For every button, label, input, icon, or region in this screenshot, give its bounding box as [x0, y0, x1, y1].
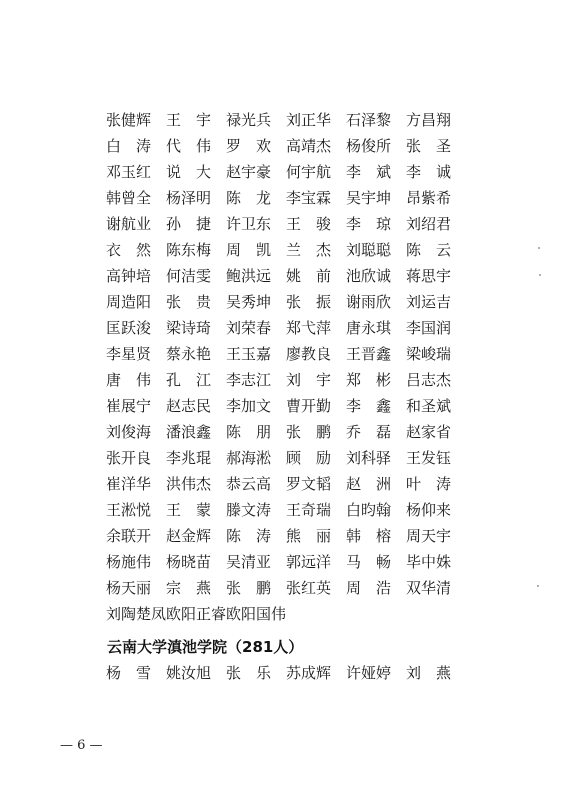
- person-name: 梁诗琦: [166, 319, 212, 337]
- person-name: 姚汝旭: [166, 664, 212, 682]
- name-row: [106, 133, 486, 159]
- page-number: — 6 —: [60, 738, 103, 753]
- name-row: [106, 393, 486, 419]
- person-name: 鲍洪远: [226, 267, 272, 285]
- person-name: 欧阳国伟: [226, 605, 287, 623]
- person-name: 高靖杰: [286, 137, 332, 155]
- person-name: 王宇: [166, 111, 227, 129]
- person-name: 李琼: [346, 215, 407, 233]
- person-name: 周天宇: [406, 527, 452, 545]
- person-name: 周凯: [226, 241, 287, 259]
- person-name: 刘宇: [286, 371, 347, 389]
- person-name: 宗燕: [166, 579, 227, 597]
- person-name: 乔磊: [346, 423, 407, 441]
- name-row: [106, 367, 486, 393]
- person-name: 张振: [286, 293, 347, 311]
- person-name: 张鹏: [286, 423, 347, 441]
- person-name: 刘聪聪: [346, 241, 392, 259]
- person-name: 洪伟杰: [166, 475, 212, 493]
- person-name: 刘科驿: [346, 449, 392, 467]
- person-name: 杨晓苗: [166, 553, 212, 571]
- person-name: 何宇航: [286, 163, 332, 181]
- person-name: 何洁雯: [166, 267, 212, 285]
- person-name: 曹开勤: [286, 397, 332, 415]
- person-name: 吴秀坤: [226, 293, 272, 311]
- person-name: 李宝霖: [286, 189, 332, 207]
- names-block: [106, 107, 486, 627]
- person-name: 王蒙: [166, 501, 227, 519]
- name-row: [106, 341, 486, 367]
- person-name: 李国润: [406, 319, 452, 337]
- scan-speck: [539, 274, 541, 276]
- person-name: 杨施伟: [106, 553, 152, 571]
- name-row: [106, 237, 486, 263]
- name-row: [106, 523, 486, 549]
- person-name: 李星贤: [106, 345, 152, 363]
- person-name: 张贵: [166, 293, 227, 311]
- person-name: 说大: [166, 163, 227, 181]
- person-name: 唐伟: [106, 371, 167, 389]
- person-name: 赵志民: [166, 397, 212, 415]
- person-name: 蔡永艳: [166, 345, 212, 363]
- person-name: 李兆琨: [166, 449, 212, 467]
- name-row: [106, 315, 486, 341]
- person-name: 周造阳: [106, 293, 152, 311]
- person-name: 刘俊海: [106, 423, 152, 441]
- name-row: [106, 419, 486, 445]
- person-name: 刘荣春: [226, 319, 272, 337]
- person-name: 叶涛: [406, 475, 467, 493]
- person-name: 兰杰: [286, 241, 347, 259]
- person-name: 廖教良: [286, 345, 332, 363]
- person-name: 刘燕: [406, 664, 467, 682]
- person-name: 张乐: [226, 664, 287, 682]
- person-name: 郝海淞: [226, 449, 272, 467]
- person-name: 禄光兵: [226, 111, 272, 129]
- person-name: 王淞悦: [106, 501, 152, 519]
- person-name: 谢航业: [106, 215, 152, 233]
- scan-speck: [537, 585, 539, 587]
- person-name: 郭远洋: [286, 553, 332, 571]
- person-name: 郑彬: [346, 371, 407, 389]
- name-row: [106, 471, 486, 497]
- person-name: 衣然: [106, 241, 167, 259]
- person-name: 赵宇豪: [226, 163, 272, 181]
- name-row: [106, 289, 486, 315]
- person-name: 赵洲: [346, 475, 407, 493]
- person-name: 滕文涛: [226, 501, 272, 519]
- person-name: 白昀翰: [346, 501, 392, 519]
- person-name: 代伟: [166, 137, 227, 155]
- name-row: [106, 497, 486, 523]
- person-name: 欧阳正睿: [166, 605, 227, 623]
- person-name: 李加文: [226, 397, 272, 415]
- person-name: 刘运吉: [406, 293, 452, 311]
- person-name: 李诚: [406, 163, 467, 181]
- person-name: 匡跃浚: [106, 319, 152, 337]
- person-name: 高钟培: [106, 267, 152, 285]
- person-name: 李志江: [226, 371, 272, 389]
- name-row: [106, 263, 486, 289]
- person-name: 唐永琪: [346, 319, 392, 337]
- person-name: 张鹏: [226, 579, 287, 597]
- person-name: 石泽黎: [346, 111, 392, 129]
- person-name: 潘浪鑫: [166, 423, 212, 441]
- person-name: 许卫东: [226, 215, 272, 233]
- person-name: 毕中姝: [406, 553, 452, 571]
- person-name: 刘陶楚凤: [106, 605, 167, 623]
- person-name: 赵家省: [406, 423, 452, 441]
- person-name: 张红英: [286, 579, 332, 597]
- person-name: 恭云高: [226, 475, 272, 493]
- person-name: 刘绍君: [406, 215, 452, 233]
- person-name: 双华清: [406, 579, 452, 597]
- name-row: [106, 549, 486, 575]
- person-name: 顾励: [286, 449, 347, 467]
- name-row: [106, 185, 486, 211]
- person-name: 李斌: [346, 163, 407, 181]
- person-name: 熊丽: [286, 527, 347, 545]
- name-row: [106, 211, 486, 237]
- section-title: 云南大学滇池学院（281人）: [107, 638, 304, 656]
- person-name: 和圣斌: [406, 397, 452, 415]
- person-name: 赵金辉: [166, 527, 212, 545]
- name-row: [106, 445, 486, 471]
- person-name: 陈涛: [226, 527, 287, 545]
- person-name: 王发钰: [406, 449, 452, 467]
- name-row: [106, 159, 486, 185]
- name-row: [106, 601, 486, 627]
- person-name: 梁峻瑞: [406, 345, 452, 363]
- person-name: 白涛: [106, 137, 167, 155]
- person-name: 陈东梅: [166, 241, 212, 259]
- person-name: 孔江: [166, 371, 227, 389]
- person-name: 崔展宁: [106, 397, 152, 415]
- person-name: 杨俊所: [346, 137, 392, 155]
- person-name: 杨天丽: [106, 579, 152, 597]
- person-name: 蒋思宇: [406, 267, 452, 285]
- person-name: 姚前: [286, 267, 347, 285]
- person-name: 陈朋: [226, 423, 287, 441]
- person-name: 张圣: [406, 137, 467, 155]
- person-name: 王玉嘉: [226, 345, 272, 363]
- section-names-block: [106, 660, 486, 686]
- person-name: 王奇瑞: [286, 501, 332, 519]
- person-name: 谢雨欣: [346, 293, 392, 311]
- person-name: 张健辉: [106, 111, 152, 129]
- person-name: 张开良: [106, 449, 152, 467]
- name-row: [106, 575, 486, 601]
- person-name: 吴清亚: [226, 553, 272, 571]
- person-name: 余联开: [106, 527, 152, 545]
- person-name: 池欣诚: [346, 267, 392, 285]
- person-name: 韩曾全: [106, 189, 152, 207]
- person-name: 罗欢: [226, 137, 287, 155]
- person-name: 李鑫: [346, 397, 407, 415]
- person-name: 郑弋萍: [286, 319, 332, 337]
- person-name: 苏成辉: [286, 664, 332, 682]
- name-row: [106, 107, 486, 133]
- person-name: 韩榕: [346, 527, 407, 545]
- person-name: 崔洋华: [106, 475, 152, 493]
- person-name: 方昌翔: [406, 111, 452, 129]
- person-name: 刘正华: [286, 111, 332, 129]
- person-name: 陈龙: [226, 189, 287, 207]
- person-name: 昂紫希: [406, 189, 452, 207]
- person-name: 吴宇坤: [346, 189, 392, 207]
- person-name: 杨雪: [106, 664, 167, 682]
- person-name: 王骏: [286, 215, 347, 233]
- person-name: 杨泽明: [166, 189, 212, 207]
- scan-speck: [538, 247, 540, 249]
- person-name: 杨仰来: [406, 501, 452, 519]
- person-name: 马畅: [346, 553, 407, 571]
- name-row: [106, 660, 486, 686]
- person-name: 陈云: [406, 241, 467, 259]
- person-name: 罗文韬: [286, 475, 332, 493]
- person-name: 孙捷: [166, 215, 227, 233]
- person-name: 周浩: [346, 579, 407, 597]
- person-name: 王晋鑫: [346, 345, 392, 363]
- person-name: 邓玉红: [106, 163, 152, 181]
- person-name: 许娅婷: [346, 664, 392, 682]
- person-name: 吕志杰: [406, 371, 452, 389]
